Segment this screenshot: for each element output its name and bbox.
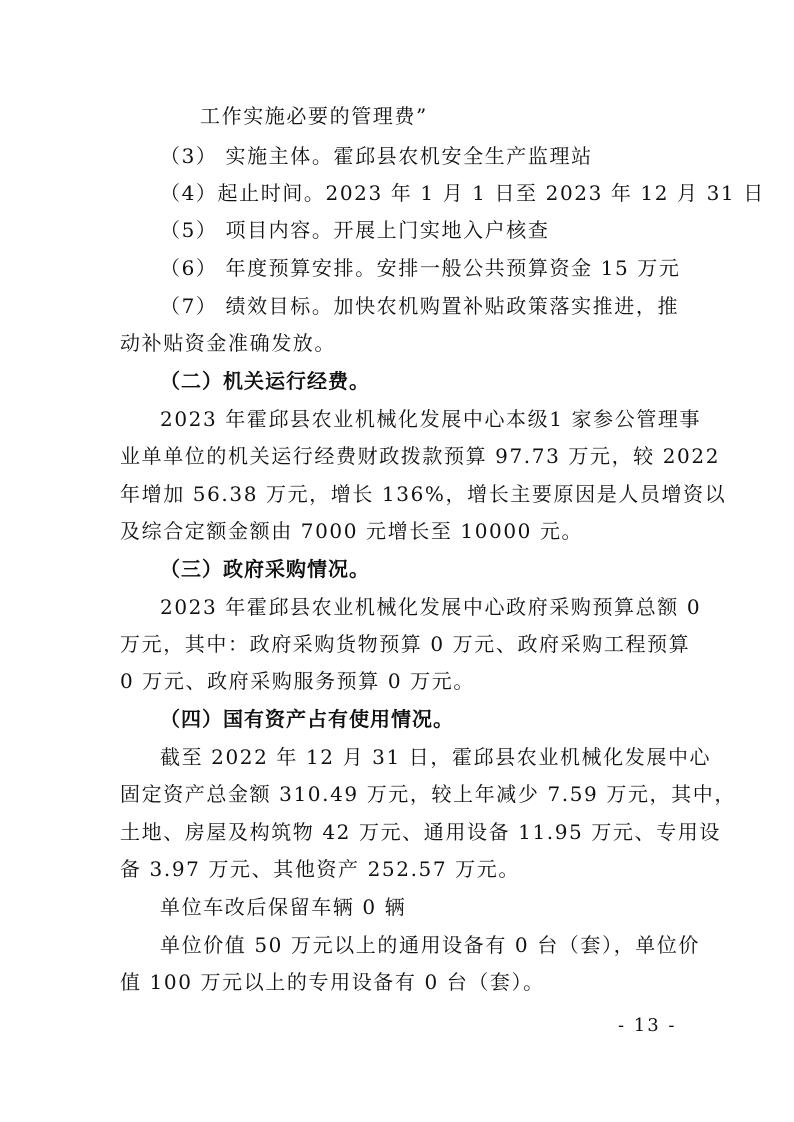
- paragraph-line: 动补贴资金准确发放。: [120, 331, 336, 355]
- paragraph-line: 固定资产总金额 310.49 万元，较上年减少 7.59 万元，其中，: [120, 782, 736, 806]
- page-number: - 13 -: [618, 1015, 677, 1036]
- section-heading: （二）机关运行经费。: [160, 369, 370, 393]
- paragraph-line: （5） 项目内容。开展上门实地入户核查: [160, 218, 550, 242]
- paragraph-line: 0 万元、政府采购服务预算 0 万元。: [120, 669, 475, 693]
- paragraph-line: 2023 年霍邱县农业机械化发展中心本级1 家参公管理事: [160, 407, 702, 431]
- paragraph-line: 工作实施必要的管理费”: [200, 104, 428, 128]
- section-heading: （四）国有资产占有使用情况。: [160, 707, 454, 731]
- paragraph-line: 及综合定额金额由 7000 元增长至 10000 元。: [120, 519, 584, 543]
- paragraph-line: 值 100 万元以上的专用设备有 0 台（套）。: [120, 970, 545, 994]
- paragraph-line: 备 3.97 万元、其他资产 252.57 万元。: [120, 857, 520, 881]
- paragraph-line: （6） 年度预算安排。安排一般公共预算资金 15 万元: [160, 256, 681, 280]
- section-heading: （三）政府采购情况。: [160, 557, 370, 581]
- paragraph-line: （7） 绩效目标。加快农机购置补贴政策落实推进，推: [160, 294, 680, 318]
- paragraph-line: 年增加 56.38 万元，增长 136%，增长主要原因是人员增资以: [120, 482, 727, 506]
- paragraph-line: 单位价值 50 万元以上的通用设备有 0 台（套），单位价: [160, 933, 701, 957]
- paragraph-line: 单位车改后保留车辆 0 辆: [160, 895, 407, 919]
- paragraph-line: （3） 实施主体。霍邱县农机安全生产监理站: [160, 144, 593, 168]
- paragraph-line: 截至 2022 年 12 月 31 日，霍邱县农业机械化发展中心: [160, 745, 712, 769]
- paragraph-line: 土地、房屋及构筑物 42 万元、通用设备 11.95 万元、专用设: [120, 820, 721, 844]
- paragraph-line: 业单单位的机关运行经费财政拨款预算 97.73 万元，较 2022: [120, 444, 721, 468]
- paragraph-line: 万元，其中：政府采购货物预算 0 万元、政府采购工程预算: [120, 632, 691, 656]
- paragraph-line: （4）起止时间。2023 年 1 月 1 日至 2023 年 12 月 31 日: [160, 181, 765, 205]
- paragraph-line: 2023 年霍邱县农业机械化发展中心政府采购预算总额 0: [160, 595, 702, 619]
